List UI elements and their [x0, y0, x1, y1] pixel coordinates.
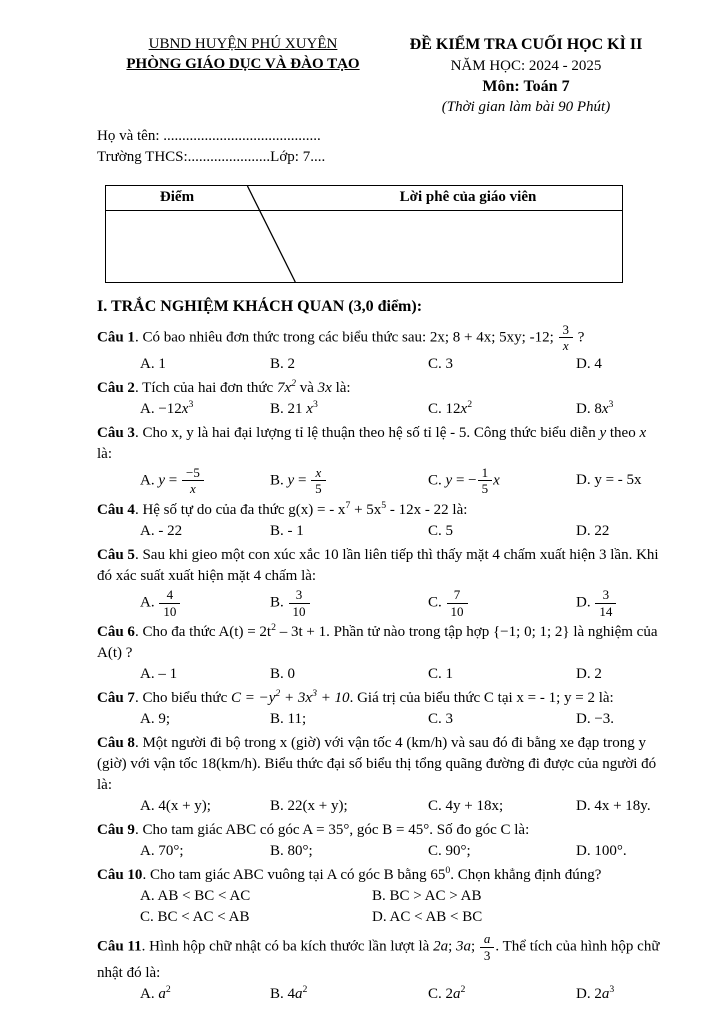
options-row	[97, 587, 663, 619]
options-row	[97, 354, 663, 375]
option-d: D. 100°.	[576, 843, 627, 860]
option-c: C. $2a^2$	[428, 984, 466, 1003]
option-a: A. 1	[140, 355, 166, 372]
option-c: C. 3	[428, 355, 454, 372]
question-8	[97, 733, 663, 817]
options-row	[97, 465, 663, 497]
option-d: D. $\frac{3}{14}$	[576, 587, 663, 619]
question-text: Câu 2. Tích của hai đơn thức $7x^2$ và 3x là:	[97, 377, 351, 396]
options-row	[97, 664, 663, 685]
teacher-comment-label: Lời phê của giáo viên	[399, 189, 537, 206]
option-d: D. y = - 5x	[576, 472, 642, 489]
diagonal-divider	[106, 186, 622, 282]
header-right	[389, 34, 663, 118]
question-text: Câu 8. Một người đi bộ trong x (giờ) với vận tốc 4 (km/h) và sau đó đi bằng xe đạp trong y (giờ) với vận tốc 18(km/h). Biểu thức đại số biểu thị tổng quãng đường đi được của người đó là:	[97, 735, 657, 794]
section-title: I. TRẮC NGHIỆM KHÁCH QUAN (3,0 điểm):	[97, 298, 423, 316]
school-year: NĂM HỌC: 2024 - 2025	[450, 57, 602, 74]
option-c: C. 4y + 18x;	[428, 798, 504, 815]
options-row	[97, 841, 663, 862]
option-c: C. y = − $\frac{1}{5}$ x	[428, 464, 500, 497]
option-b: B. 80°;	[270, 843, 313, 860]
option-a: A. - 22	[140, 522, 183, 539]
score-label: Điểm	[159, 189, 195, 206]
questions	[97, 322, 663, 1006]
option-b: B. 11;	[270, 711, 307, 728]
question-9	[97, 820, 663, 862]
option-b: B. $\frac{3}{10}$	[270, 587, 428, 619]
question-4	[97, 500, 663, 542]
student-school-line: Trường THCS:......................Lớp: 7....	[97, 149, 326, 166]
question-6	[97, 622, 663, 685]
option-b: B. 21 $x^3$	[270, 398, 318, 417]
option-d: D. −3.	[576, 711, 615, 728]
header-left	[97, 34, 389, 118]
question-text: Câu 1. Có bao nhiêu đơn thức trong các biểu thức sau: 2x; 8 + 4x; 5xy; -12; $\frac{3}{x}$ ?	[97, 321, 585, 354]
option-d: D. 4	[576, 355, 602, 372]
question-text: Câu 4. Hệ số tự do của đa thức g(x) = - $x^7 + 5x^5 - 12x - 22$ là:	[97, 499, 468, 518]
options-row	[97, 709, 663, 730]
grade-box	[105, 185, 623, 283]
option-c: C. 90°;	[428, 843, 471, 860]
options-row	[97, 984, 663, 1005]
option-a: A. $\frac{4}{10}$	[140, 587, 270, 619]
question-text: Câu 5. Sau khi gieo một con xúc xắc 10 lần liên tiếp thì thấy mặt 4 chấm xuất hiện 3 lần. Khi đó xác suất xuất hiện mặt 4 chấm là:	[97, 546, 659, 584]
options-row	[97, 796, 663, 817]
question-text: Câu 10. Cho tam giác ABC vuông tại A có góc B bằng $65^0$. Chọn khẳng định đúng?	[97, 865, 602, 884]
student-name-line: Họ và tên: ..........................................	[97, 127, 321, 144]
document-header	[97, 34, 663, 118]
student-info	[97, 126, 663, 170]
question-11	[97, 931, 663, 1005]
option-d: D. $2a^3$	[576, 984, 615, 1003]
option-a: A. 4(x + y);	[140, 798, 211, 815]
option-b: B. $4a^2$	[270, 984, 308, 1003]
time-limit: (Thời gian làm bài 90 Phút)	[441, 99, 611, 116]
option-c: C. 1	[428, 666, 454, 683]
question-text: Câu 9. Cho tam giác ABC có góc A = 35°, góc B = 45°. Số đo góc C là:	[97, 822, 530, 839]
option-d: D. 2	[576, 666, 602, 683]
option-a: A. AB < BC < AC	[140, 888, 251, 905]
exam-title: ĐỀ KIỂM TRA CUỐI HỌC KÌ II	[409, 36, 643, 53]
options-row	[97, 399, 663, 420]
option-b: B. BC > AC > AB	[372, 888, 482, 905]
option-a: A. 9;	[140, 711, 170, 728]
option-c: C. 5	[428, 522, 454, 539]
question-2	[97, 378, 663, 420]
option-c: C. BC < AC < AB	[140, 909, 250, 926]
option-b: B. 0	[270, 666, 296, 683]
option-a: A. 70°;	[140, 843, 184, 860]
question-text: Câu 6. Cho đa thức $A(t) = 2t^2 - 3t + 1$. Phần tử nào trong tập hợp {−1; 0; 1; 2} là nghiệm của A(t) ?	[97, 622, 658, 662]
option-c: C. 3	[428, 711, 454, 728]
options-row	[97, 521, 663, 542]
option-a: A. $a^2$	[140, 984, 171, 1003]
option-b: B. 22(x + y);	[270, 798, 348, 815]
org-name-line2: PHÒNG GIÁO DỤC VÀ ĐÀO TẠO	[126, 56, 360, 73]
question-text: Câu 11. Hình hộp chữ nhật có ba kích thước lần lượt là 2a; 3a; $\frac{a}{3}$ . Thể tích của hình hộp chữ nhật đó là:	[97, 931, 660, 982]
options-row	[97, 886, 663, 928]
option-a: A. – 1	[140, 666, 178, 683]
question-10	[97, 865, 663, 928]
subject: Môn: Toán 7	[482, 77, 570, 95]
question-1	[97, 322, 663, 375]
option-d: D. $8x^3$	[576, 398, 614, 417]
option-c: C. $\frac{7}{10}$	[428, 587, 576, 619]
option-d: D. AC < AB < BC	[372, 909, 483, 926]
question-text: Câu 3. Cho x, y là hai đại lượng tỉ lệ thuận theo hệ số tỉ lệ - 5. Công thức biểu diễn y theo x là:	[97, 424, 647, 462]
option-a: A. $-12x^3$	[140, 398, 194, 417]
question-7	[97, 688, 663, 730]
option-b: B. - 1	[270, 522, 304, 539]
option-b: B. y = $\frac{x}{5}$	[270, 465, 428, 497]
option-b: B. 2	[270, 355, 296, 372]
question-3	[97, 423, 663, 497]
question-5	[97, 545, 663, 619]
option-d: D. 22	[576, 522, 610, 539]
option-d: D. 4x + 18y.	[576, 798, 651, 815]
option-c: C. $12x^2$	[428, 398, 473, 417]
org-name-line1: UBND HUYỆN PHÚ XUYÊN	[148, 36, 338, 52]
question-text: Câu 7. Cho biểu thức $C = -y^2 + 3x^3 + 10$. Giá trị của biểu thức C tại x = - 1; y = 2 là:	[97, 688, 614, 707]
option-a: A. y = $\frac{-5}{x}$	[140, 465, 270, 497]
